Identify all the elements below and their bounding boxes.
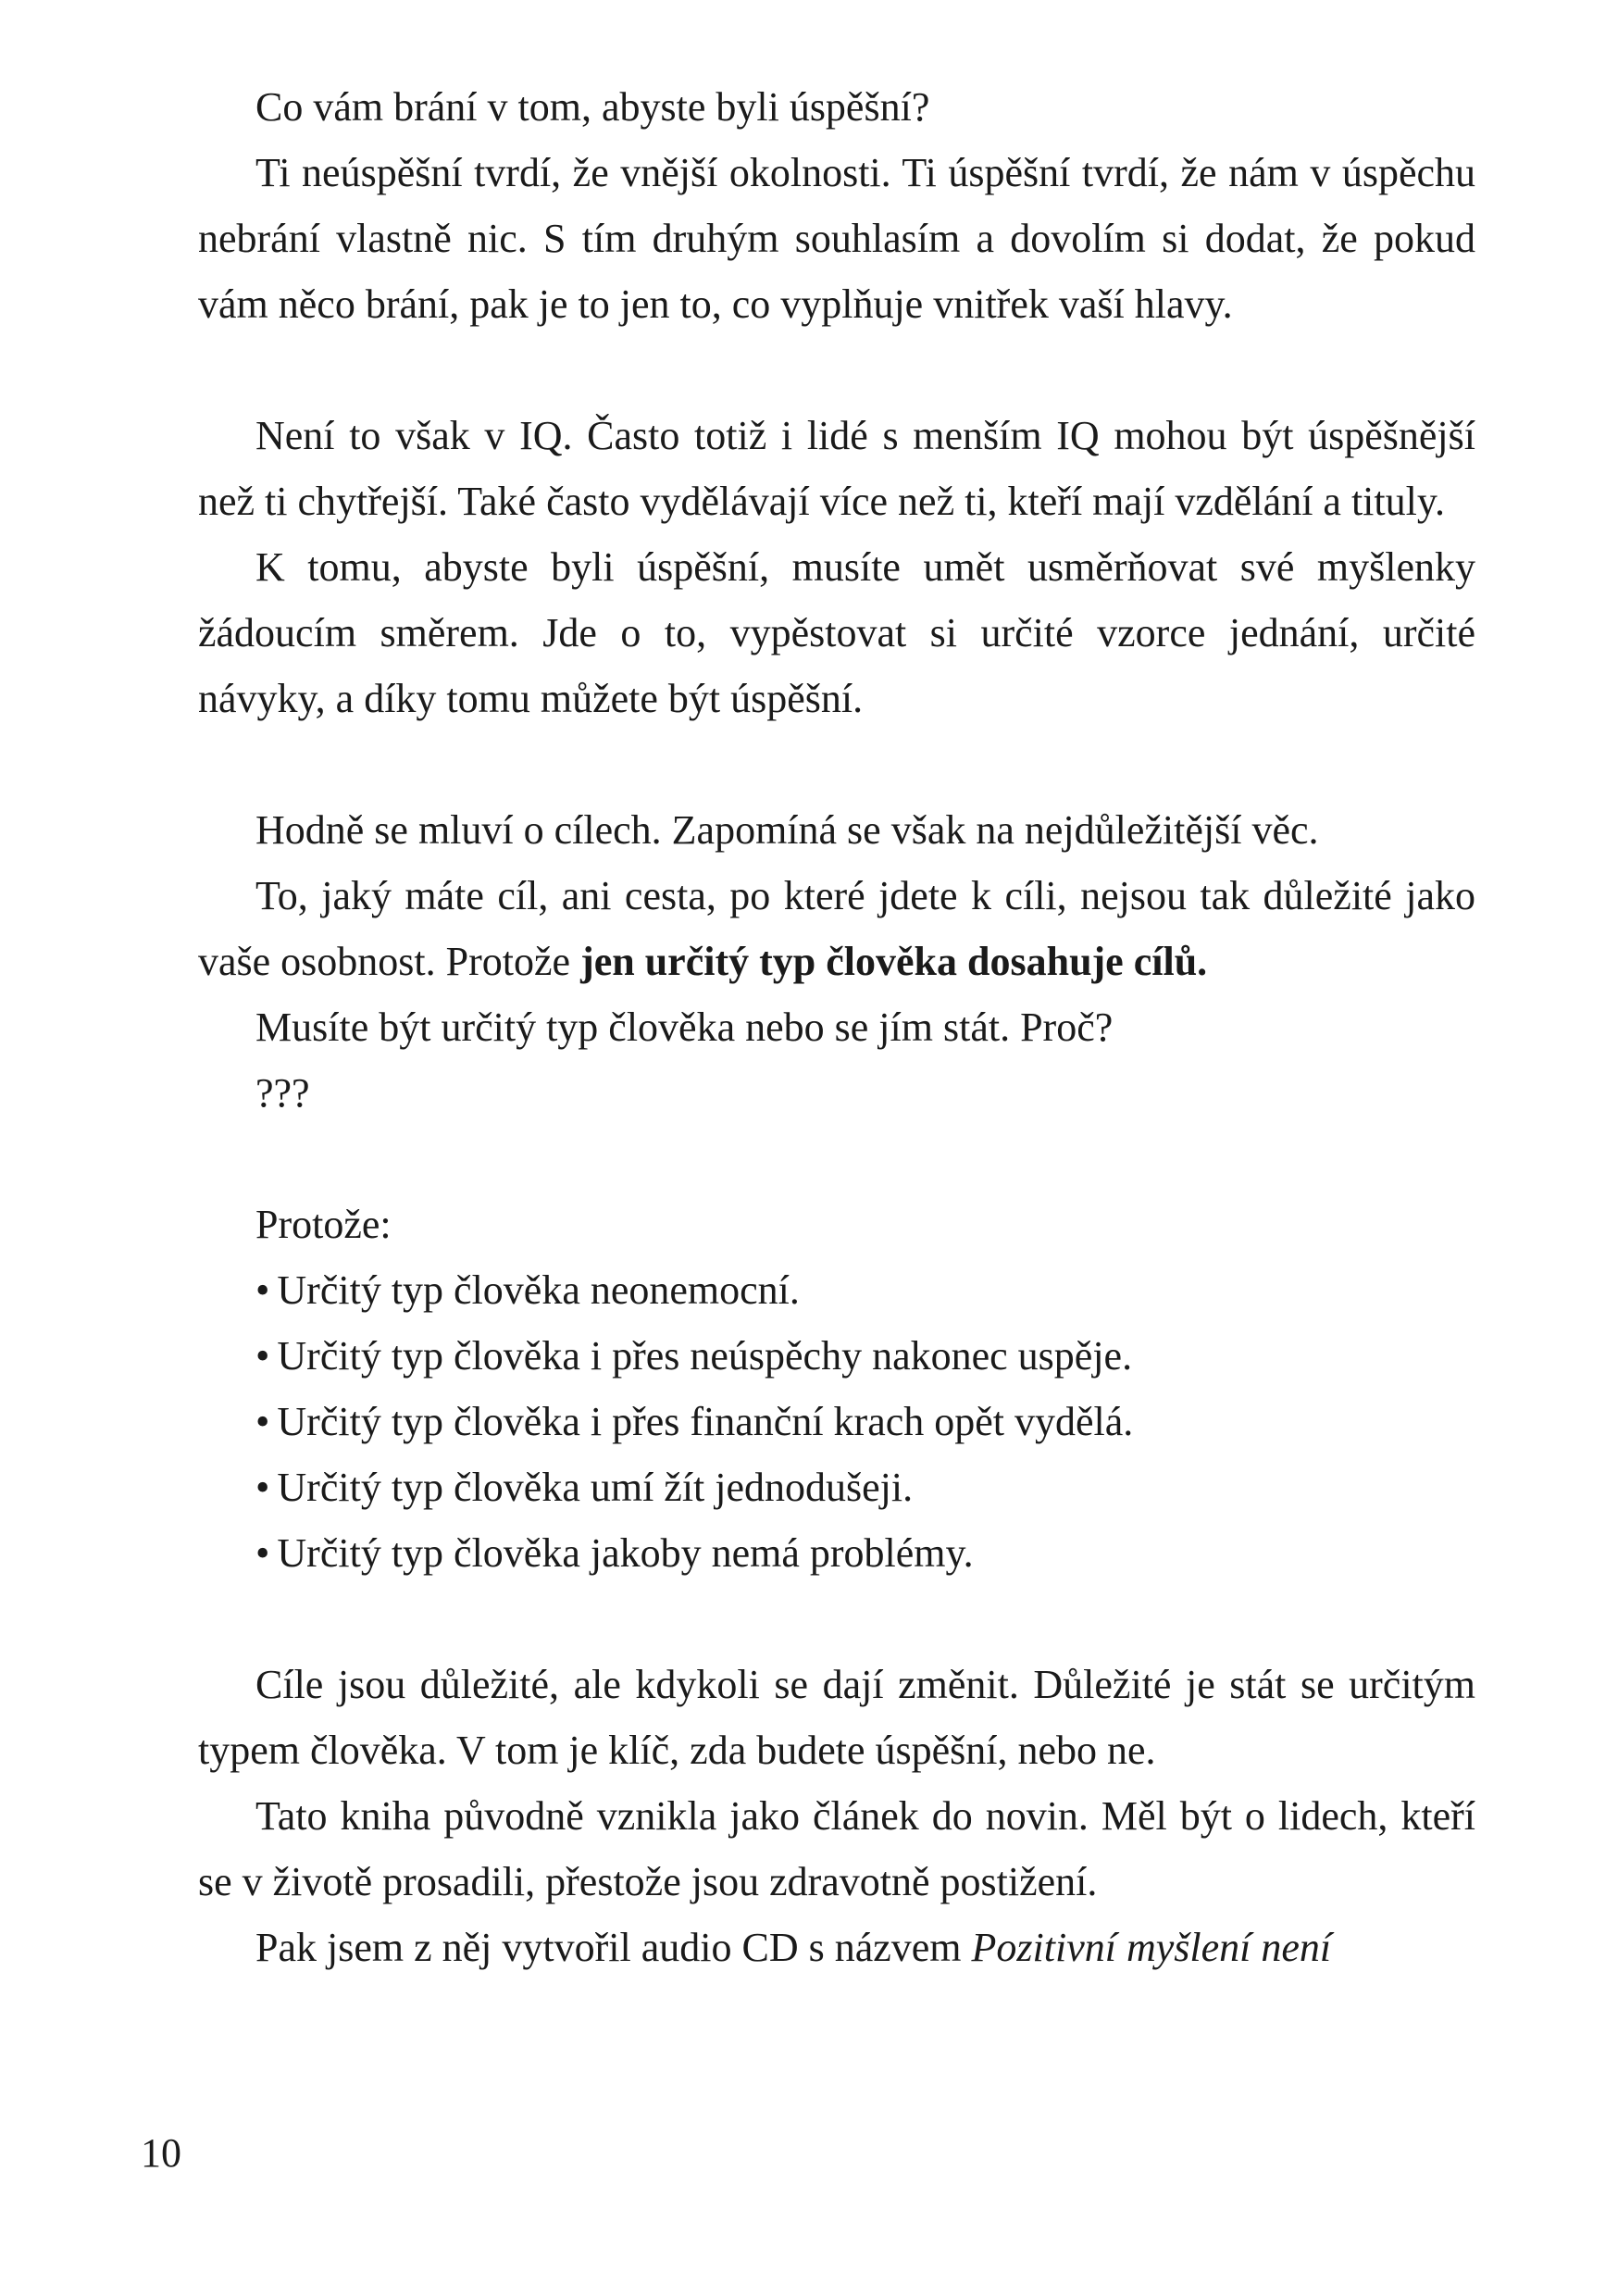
page-number: 10 (141, 2130, 181, 2176)
paragraph-question: Co vám brání v tom, abyste byli úspěšní? (255, 84, 930, 130)
list-item: • Určitý typ člověka i přes finanční krach opět vydělá. (255, 1389, 1475, 1454)
paragraph-habits: K tomu, abyste byli úspěšní, musíte umět usměrňovat své myšlenky žádoucím směrem. Jde o to, vypěstovat si určité vzorce jednání, určité návyky, a díky tomu můžete být úspěšní. (198, 544, 1475, 721)
bullet-list (198, 1257, 1475, 1586)
paragraph-question-marks: ??? (255, 1070, 310, 1116)
paragraph-audio-cd (198, 1915, 1475, 1980)
paragraph-personality (198, 863, 1475, 994)
audio-cd-title: Pozitivní myšlení není (971, 1925, 1332, 1970)
paragraph-goals: Hodně se mluví o cílech. Zapomíná se však na nejdůležitější věc. (255, 807, 1319, 853)
paragraph-iq: Není to však v IQ. Často totiž i lidé s menším IQ mohou být úspěšnější než ti chytřejší. Také často vydělávají více než ti, kteří mají vzdělání a tituly. (198, 413, 1475, 524)
paragraph-key: Cíle jsou důležité, ale kdykoli se dají změnit. Důležité je stát se určitým typem člověka. V tom je klíč, zda budete úspěšní, nebo ne. (198, 1662, 1475, 1773)
paragraph-because: Protože: (255, 1202, 392, 1247)
paragraph-obstacles: Ti neúspěšní tvrdí, že vnější okolnosti. Ti úspěšní tvrdí, že nám v úspěchu nebrání vlastně nic. S tím druhým souhlasím a dovolím si dodat, že pokud vám něco brání, pak je to jen to, co vyplňuje vnitřek vaší hlavy. (198, 150, 1475, 327)
page-body (198, 74, 1475, 1980)
list-item: • Určitý typ člověka neonemocní. (255, 1257, 1475, 1323)
list-item: • Určitý typ člověka jakoby nemá problémy. (255, 1520, 1475, 1586)
paragraph-origin: Tato kniha původně vznikla jako článek do novin. Měl být o lidech, kteří se v životě prosadili, přestože jsou zdravotně postižení. (198, 1793, 1475, 1904)
personality-text: To, jaký máte cíl, ani cesta, po které jdete k cíli, nejsou tak důležité jako vaše osobnost. Protože (198, 873, 1475, 984)
list-item: • Určitý typ člověka i přes neúspěchy nakonec uspěje. (255, 1323, 1475, 1389)
personality-emphasis: jen určitý typ člověka dosahuje cílů. (580, 939, 1208, 984)
list-item: • Určitý typ člověka umí žít jednodušeji. (255, 1454, 1475, 1520)
audio-cd-text: Pak jsem z něj vytvořil audio CD s názvem (255, 1925, 972, 1970)
paragraph-why: Musíte být určitý typ člověka nebo se jím stát. Proč? (255, 1004, 1114, 1050)
